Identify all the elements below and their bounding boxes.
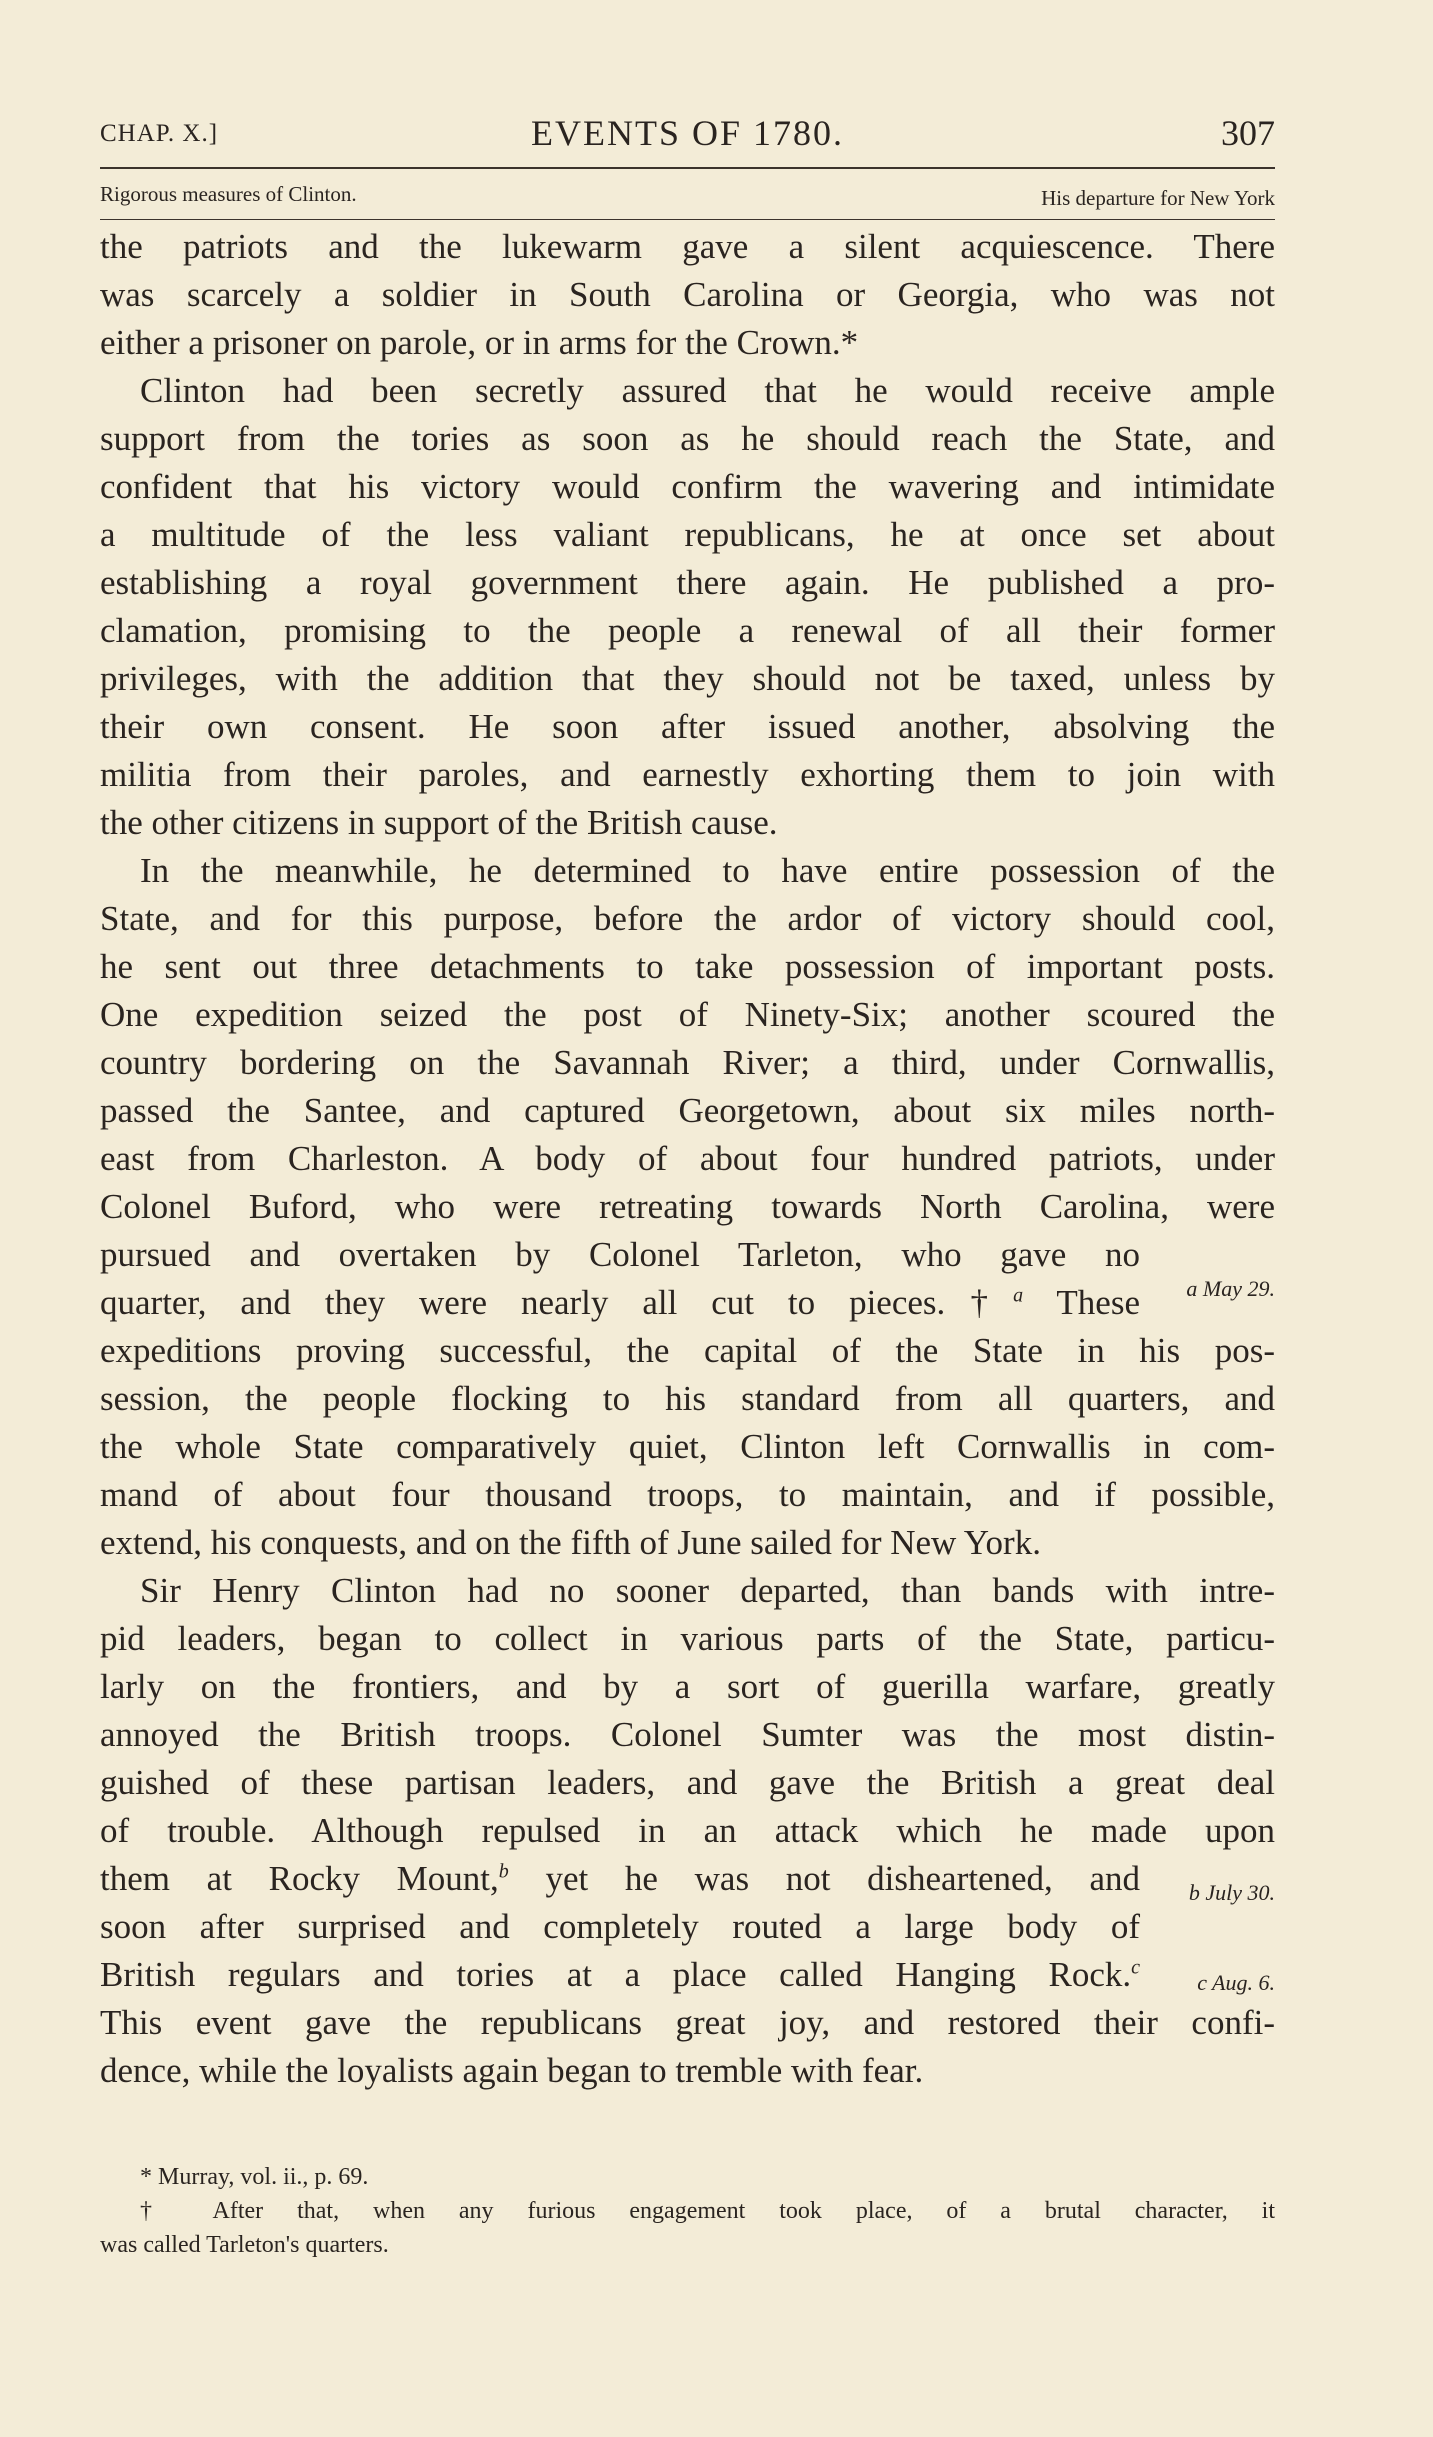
- page-number: 307: [1221, 113, 1275, 153]
- text-line: establishing a royal government there again. He published a pro-: [100, 563, 1275, 602]
- chapter-label: CHAP. X.]: [100, 120, 219, 147]
- text-line: dence, while the loyalists again began to tremble with fear.: [100, 2051, 924, 2090]
- text-line-with-note: [100, 1951, 1140, 1999]
- text-line: country bordering on the Savannah River; a third, under Cornwallis,: [100, 1043, 1275, 1082]
- text-line: State, and for this purpose, before the ardor of victory should cool,: [100, 899, 1275, 938]
- page-title: EVENTS OF 1780.: [530, 113, 844, 153]
- paragraph-1: [100, 223, 1275, 367]
- text-line: Sir Henry Clinton had no sooner departed, than bands with intre-: [140, 1571, 1275, 1610]
- text-fragment: British regulars and tories at a place called Hanging Rock.: [100, 1955, 1132, 1994]
- paragraph-3: [100, 847, 1275, 1567]
- margin-note-aug: c Aug. 6.: [1197, 1970, 1275, 1995]
- text-line: either a prisoner on parole, or in arms for the Crown.*: [100, 323, 859, 362]
- text-line: a multitude of the less valiant republicans, he at once set about: [100, 515, 1275, 554]
- paragraph-4: [100, 1567, 1275, 2095]
- text-line: annoyed the British troops. Colonel Sumter was the most distin-: [100, 1715, 1275, 1754]
- text-line: passed the Santee, and captured Georgetown, about six miles north-: [100, 1091, 1275, 1130]
- text-line: expeditions proving successful, the capital of the State in his pos-: [100, 1331, 1275, 1370]
- text-line: support from the tories as soon as he should reach the State, and: [100, 419, 1275, 458]
- text-line: the other citizens in support of the British cause.: [100, 803, 778, 842]
- subheader-rule: [100, 219, 1275, 220]
- text-line: of trouble. Although repulsed in an attack which he made upon: [100, 1811, 1275, 1850]
- note-marker-c: c: [1131, 1956, 1140, 1979]
- text-fragment: These: [1023, 1283, 1140, 1322]
- footnote-dagger-cont: was called Tarleton's quarters.: [100, 2232, 389, 2258]
- text-line: was scarcely a soldier in South Carolina or Georgia, who was not: [100, 275, 1275, 314]
- text-fragment: them at Rocky Mount,: [100, 1859, 499, 1898]
- running-header: [100, 112, 1275, 162]
- text-line: larly on the frontiers, and by a sort of guerilla warfare, greatly: [100, 1667, 1275, 1706]
- text-line: This event gave the republicans great joy, and restored their confi-: [100, 2003, 1275, 2042]
- text-line-with-note: [100, 1279, 1140, 1327]
- text-line: In the meanwhile, he determined to have entire possession of the: [140, 851, 1275, 890]
- footnotes: [100, 2160, 1275, 2262]
- text-line: guished of these partisan leaders, and gave the British a great deal: [100, 1763, 1275, 1802]
- text-line: militia from their paroles, and earnestly exhorting them to join with: [100, 755, 1275, 794]
- text-line: pursued and overtaken by Colonel Tarleton, who gave no: [100, 1235, 1140, 1274]
- text-line: privileges, with the addition that they should not be taxed, unless by: [100, 659, 1275, 698]
- text-fragment: quarter, and they were nearly all cut to pieces.†: [100, 1283, 1014, 1322]
- paragraph-2: [100, 367, 1275, 847]
- text-line: soon after surprised and completely routed a large body of: [100, 1907, 1140, 1946]
- note-marker-b: b: [498, 1860, 509, 1883]
- text-line-with-note: [100, 1855, 1140, 1903]
- margin-note-may: a May 29.: [1186, 1276, 1275, 1301]
- margin-note-july: b July 30.: [1188, 1880, 1275, 1905]
- text-fragment: yet he was not disheartened, and: [508, 1859, 1140, 1898]
- footnote-dagger: † After that, when any furious engagement took place, of a brutal character, it: [140, 2198, 1275, 2224]
- text-line: One expedition seized the post of Ninety-Six; another scoured the: [100, 995, 1275, 1034]
- text-line: the patriots and the lukewarm gave a silent acquiescence. There: [100, 227, 1275, 266]
- text-line: confident that his victory would confirm the wavering and intimidate: [100, 467, 1275, 506]
- text-line: mand of about four thousand troops, to maintain, and if possible,: [100, 1475, 1275, 1514]
- text-line: he sent out three detachments to take possession of important posts.: [100, 947, 1275, 986]
- text-line: Colonel Buford, who were retreating towards North Carolina, were: [100, 1187, 1275, 1226]
- section-subheader: [100, 178, 1275, 210]
- text-line: session, the people flocking to his standard from all quarters, and: [100, 1379, 1275, 1418]
- text-line: clamation, promising to the people a renewal of all their former: [100, 611, 1275, 650]
- note-marker-a: a: [1013, 1284, 1024, 1307]
- subheader-right: His departure for New York: [1041, 186, 1275, 210]
- text-line: the whole State comparatively quiet, Clinton left Cornwallis in com-: [100, 1427, 1275, 1466]
- text-line: Clinton had been secretly assured that he would receive ample: [140, 371, 1275, 410]
- text-line: east from Charleston. A body of about four hundred patriots, under: [100, 1139, 1275, 1178]
- header-rule: [100, 167, 1275, 169]
- subheader-left: Rigorous measures of Clinton.: [100, 182, 357, 206]
- footnote-star: * Murray, vol. ii., p. 69.: [140, 2164, 369, 2190]
- body-text: [100, 223, 1275, 2095]
- text-line: extend, his conquests, and on the fifth of June sailed for New York.: [100, 1523, 1041, 1562]
- text-line: pid leaders, began to collect in various parts of the State, particu-: [100, 1619, 1275, 1658]
- text-line: their own consent. He soon after issued another, absolving the: [100, 707, 1275, 746]
